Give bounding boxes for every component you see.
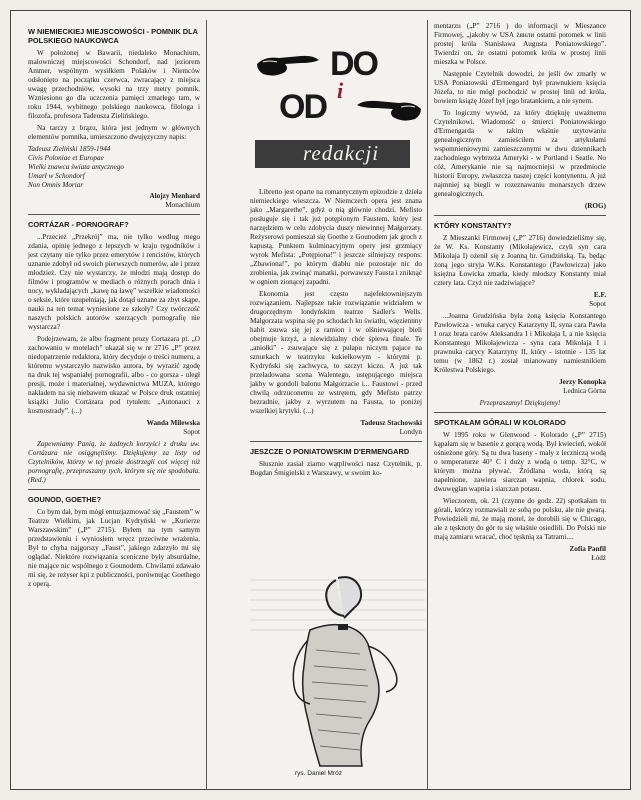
inscription-line: Wielki znawca świata antycznego [28,162,125,171]
author-signature: E.F. [593,290,606,299]
paragraph: To logiczny wywód, za który dziękuję uważnemu Czytelnikowi. Wiadomość o śmierci Poniatowskiego d'Ermengarda w takim właśnie uzytowaniu genealogicznym zamieściłem za artykułami wspomnieniowymi zamieszczonymi w dwu dziennikach zachodniego wybrzeża Ameryki - w Portland i Seatle. No cóż, Amerykanie nie są najmocniejsi w przedmiocie historii Europy, zwłaszcza naszej części kontynentu. A już najmniej są biegli w rozeznawaniu monarszych drzew genealogicznych. [434,109,606,198]
article-title: JESZCZE O PONIATOWSKIM D'ERMENGARD [250,447,410,456]
author-signature: (ROG) [584,202,606,210]
illustration-caption: rys. Daniel Mróz [295,770,342,777]
paragraph: Następnie Czytelnik dowodzi, że jeśli ów zmarły w USA Poniatowski d'Ermengard był prawnukiem księcia Józefa, to nie mógł pochodzić w prostej linii od króla, bowiem książę Józef był jego bratankiem, a nie synem. [434,70,606,105]
author-place: Sopot [589,299,606,308]
paragraph: Wieczorem, ok. 21 (czynne do godz. 22) spotkałam tu górali, którzy rozmawiali ze sobą po polsku, ale nie gwarą. Powiedzieli mi, że mają motel, że dorobili się w Chicago, ale z tęsknoty do gór tu się właśnie osiedlili. Do Polski nie mają zamiaru wracać, choć tęsknią za Tatrami.... [434,496,606,541]
logo-do: DO [330,45,377,83]
pointing-hand-icon [343,95,423,127]
article-title: W NIEMIECKIEJ MIEJSCOWOŚCI - POMNIK DLA POLSKIEGO NAUKOWCA [28,27,198,45]
article-title: KTÓRY KONSTANTY? [434,221,512,230]
paragraph: W 1995 roku w Glenwood - Kolorado („P” 2715) kąpałam się w basenie z gorącą wodą. Był kwiecień, wokół ośnieżone góry. Są tu dwa baseny - mały z leczniczą wodą o temperaturze 40° C i duży z wodą o temp. 32°C, w którym można pływać. Źródlana woda, którą są napełnione, zawiera siarczan wapnia, chlorek sodu, dwuwęglan wapnia i siarczan potasu. [434,430,606,493]
inscription-line: Umarł w Schondorf [28,171,85,180]
paragraph: Libretto jest oparte na romantycznym epizodzie z dzieła niemieckiego wieszcza. W Niemczech opera jest znana jako „Margarethe”, gdyż o nią głównie chodzi. Mefisto posługuje się i tak już potępionym Faustem, który jest narzędziem w celu zdobycia duszy niewinnej Małgorzaty. Reżyserowi pomieszał się Goethe z Gounodem jak groch z kapustą. Punktem kulminacyjnym opery jest grzmiący wyrok Mefista: „Potępiona!” i jeszcze silniejszy respons: „Zbawiona!”, po którym diabłu nie pozostaje nic do zrobienia, jak zwinąć manatki, porwawszy Fausta i zniknąć w ogniem zionącej zapadni. [250,188,422,286]
paragraph: Na tarczy z brązu, która jest jednym w głównych elementów pomnika, umieszczono dwujęzyczny napis: [28,123,200,141]
divider [434,412,606,413]
divider [28,214,200,215]
paragraph: Z Mieszanki Firmowej („P” 2716) dowiedzieliśmy się, że W. Ks. Konstanty (Mikołajewicz, czyli syn cara Mikołaja I) ożenił się z Joanną hr. Grudzińską. Ta, będąc żoną jego stryja W.Ks. Konstantego (Pawłowicza) jako księżna Łowicka zmarła, kiedy młodszy Konstanty miał cztery lata. Czyż nie zadziwiające? [434,233,606,287]
author-place: Londyn [399,428,422,436]
column-left [28,22,200,592]
editor-note: Zapewniamy Panią, że żadnych korzyści z druku uw. Cortázara nie osiągnęliśmy. Dziękujemy za listy od Czytelników, którzy w tej prozie dostrzegli coś więcej niż pornografię, przepraszamy tych, którym się nie spodobała. (Red.) [28,439,200,484]
inscription-line: Civis Poloniae et Europae [28,153,104,162]
article-title: CORTÁZAR - PORNOGRAF? [28,219,129,229]
article-title: SPOTKAŁAM GÓRALI W KOLORADO [434,417,566,427]
paragraph: Słusznie zasiał ziarno wątpliwości nasz Czytelnik, p. Bogdan Śmigielski z Warszawy, w swoim ko- [250,459,422,477]
inscription-line: Non Omnis Moriar [28,180,84,189]
do-i-od-redakcji-logo [255,40,425,185]
logo-i: i [337,78,344,103]
paragraph: Co bym dał, bym mógł entuzjazmować się „Faustem” w Teatrze Wielkim, jak Lucjan Kydryński w „Kurierze Warszawskim” („P” 2715). Byłem na tym samym przedstawieniu i wyniosłem wręcz przeciwne wrażenia. Był to chyba najgorszy „Faust”, jakiego zdarzyło mi się oglądać. Niektóre rozwiązania sceniczne były absurdalne, nie mające nic wspólnego z Gounodem. Chwilami zdawało mi się, że reżyser kpi z publiczności, porównując Goethego z operą. [28,507,200,588]
author-signature: Alojzy Menhard [149,191,200,200]
paragraph: Ekonomia jest często najefektowniejszym rozwiązaniem. Najlepsze takie rozwiązanie widziałem w drugorzędnym londyńskim teatrze Sadler's Wells. Małgorzata wspina się po schodach ku światłu, więziennny habit zsuwa się jej z ramion i w olśniewającej bieli obejmuje krzyż, a niewidzialny chór śpiewa finale. Te „aniołki” - zsuwające się z pułapu niczym pajace na sznurkach w teatrzyku kukiełkowym - którymi p. Kydryński się zachwyca, to szczyt kiczu. A już tak przeładowana scena Walentego, ustępującego miejsca jakby w gondoli balonu Małgorzacie i... Faustowi - przed chwilą odrzuconemu ze wstrętem, gdy Mefisto patrzy bezradnie, jakby z wyrzutem na Fausta, to poniżej wszelkiej krytyki. (...) [250,290,422,415]
divider [434,215,606,216]
logo-od: OD [279,88,326,126]
author-signature: Jerzy Konopka [559,377,606,386]
paragraph: Podejrzewam, że albo fragment prozy Cortazara pt. „O zachowaniu w motelach” ukazał się w nr 2716 „P” przez niedopatrzenie redaktora, który decyduje o treści numeru, a któremu wystarczyło nazwisko autora, by wyrazić zgodę na druk tej wspaniałej pornografii, albo - co gorsza - uległ presji, może i materialnej, wydawnictwa MUZA, którego nakładem na się niebawem ukazać w Polsce druk ostatniej książki Julio Cortázara pod tytułem: „Autonauci z kosmostrady”. (...) [28,334,200,415]
column-middle [250,188,422,481]
author-signature: Zofia Panfil [569,544,606,553]
logo-redakcji: redakcji [303,141,380,165]
author-place: Monachium [165,200,200,209]
column-divider-1 [206,20,207,790]
column-right [434,22,606,566]
pointing-hand-icon [255,50,327,82]
illustration-figure [250,570,425,770]
author-place: Łódź [591,553,606,562]
column-divider-2 [427,20,428,790]
author-signature: Wanda Milewska [146,418,200,427]
author-signature: Tadeusz Stachowski [360,419,422,427]
paragraph: ...Przecież „Przekrój” ma, nie tylko według mego zdania, opinię jednego z lepszych w kraju tygodników i jest czytany nie tylko przez emerytów i rencistów, których uznanie zdobył od swoich pierwszych numerów, ale i przez młodzież. Czy nie wystarczy, że młodzi mają dostęp do filmów i programów w mediach o różnych porach dnia i nocy, wykładających „kawę na ławę” wszelkie wiadomości o seksie, które uzupełniają, jak dotąd uznane za zbyt skąpe, nauki na ten temat wyniesione ze szkoły? Czy twórczość naszych polskich autorów szerzących pornografię nie wystarcza? [28,232,200,331]
inscription-line: Tadeusz Zieliński 1859-1944 [28,144,111,153]
editor-note: Przepraszamy! Dziękujemy! [479,398,561,407]
author-place: Lednica Górna [563,386,606,395]
paragraph: mentarzu („P” 2716 ) do informacji w Mieszance Firmowej, „jakoby w USA żянли ostatni potomek w linii prostej króla Stanisława Augusta Poniatowskiego”. Twierdzi on, że ostatni potomek króla w prostej linii mieszka w Polsce. [434,22,606,66]
paragraph: W położonej w Bawarii, niedaleko Monachium, malowniczej miejscowości Schondorf, nad jeziorem Ammer, wspólnym wysiłkiem Polaków i Niemców odsłonięto na początku czerwca, zwracający z miejsca uwagę przechodniów, wysoki na trzy metry pomnik. Wzniesiono go dla uczczenia pamięci zmarłego tam, w roku 1944, wybitnego polskiego naukowca, filologa i filozofa, profesora Tadeusza Zielińskiego. [28,48,200,120]
author-place: Sopot [183,427,200,436]
divider [250,441,422,442]
article-title: GOUNOD, GOETHE? [28,494,102,504]
divider [28,489,200,490]
paragraph: ...Joanna Grudzińska była żoną księcia Konstantego Pawłowicza - wnuka carycy Katarzyny II, syna cara Pawła I oraz brata carów Aleksandra I i Mikołaja I, a nie księcia Konstantego Mikołajewicza - syna cara Mikołaja I i prawnuka carycy Katarzyny II, który - istotnie - 135 lat temu (w 1862 r.) został mianowany namiestnikiem Królestwa Polskiego. [434,311,606,374]
